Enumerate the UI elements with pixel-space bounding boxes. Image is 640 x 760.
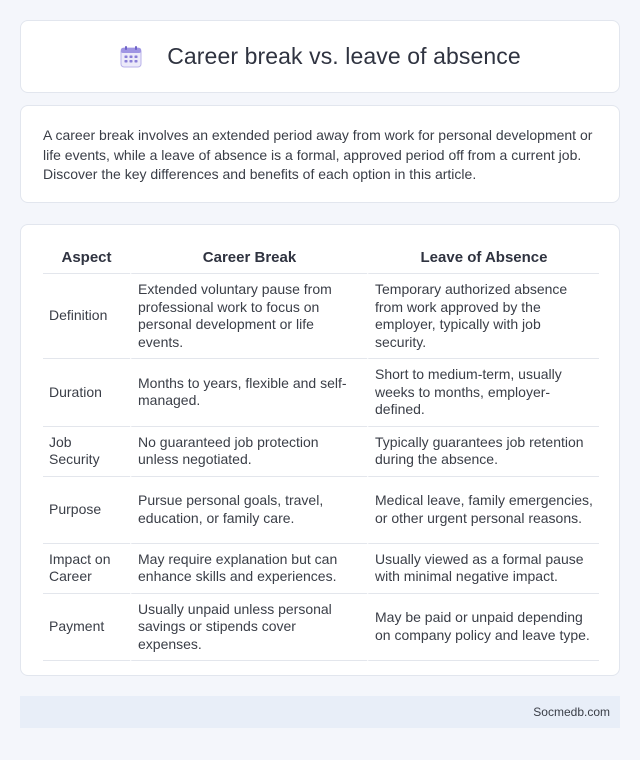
row-aspect: Purpose — [43, 477, 130, 544]
column-header-career-break: Career Break — [130, 245, 367, 274]
career-break-cell: Extended voluntary pause from professional work to focus on personal development or life events. — [130, 274, 367, 359]
table-row — [43, 477, 599, 544]
career-break-cell: May require explanation but can enhance skills and experiences. — [130, 544, 367, 594]
leave-of-absence-cell: Usually viewed as a formal pause with minimal negative impact. — [367, 544, 599, 594]
row-aspect: Impact on Career — [43, 544, 130, 594]
calendar-icon — [119, 45, 143, 69]
leave-of-absence-cell: May be paid or unpaid depending on company policy and leave type. — [367, 594, 599, 662]
row-aspect: Definition — [43, 274, 130, 359]
row-aspect: Duration — [43, 359, 130, 427]
career-break-cell: Usually unpaid unless personal savings or stipends cover expenses. — [130, 594, 367, 662]
column-header-leave-of-absence: Leave of Absence — [367, 245, 599, 274]
row-aspect: Payment — [43, 594, 130, 662]
career-break-cell: Months to years, flexible and self-managed. — [130, 359, 367, 427]
page-title: Career break vs. leave of absence — [167, 43, 521, 69]
footer-site-link[interactable]: Socmedb.com — [533, 705, 610, 719]
column-header-aspect: Aspect — [43, 245, 130, 274]
table-row — [43, 594, 599, 662]
table-header-row — [43, 245, 599, 274]
career-break-cell: Pursue personal goals, travel, education, or family care. — [130, 477, 367, 544]
table-row — [43, 427, 599, 477]
table-row — [43, 544, 599, 594]
leave-of-absence-cell: Typically guarantees job retention during the absence. — [367, 427, 599, 477]
leave-of-absence-cell: Temporary authorized absence from work approved by the employer, typically with job security. — [367, 274, 599, 359]
leave-of-absence-cell: Short to medium-term, usually weeks to months, employer-defined. — [367, 359, 599, 427]
footer-bar — [20, 696, 620, 728]
title-card — [20, 20, 620, 93]
table-row — [43, 359, 599, 427]
comparison-table — [43, 245, 599, 661]
intro-card — [20, 105, 620, 203]
leave-of-absence-cell: Medical leave, family emergencies, or other urgent personal reasons. — [367, 477, 599, 544]
comparison-card — [20, 224, 620, 676]
table-row — [43, 274, 599, 359]
career-break-cell: No guaranteed job protection unless negotiated. — [130, 427, 367, 477]
row-aspect: Job Security — [43, 427, 130, 477]
intro-text: A career break involves an extended period away from work for personal development or life events, while a leave of absence is a formal, approved period off from a current job. Discover the key differences and benefits of each option in this article. — [43, 127, 593, 183]
